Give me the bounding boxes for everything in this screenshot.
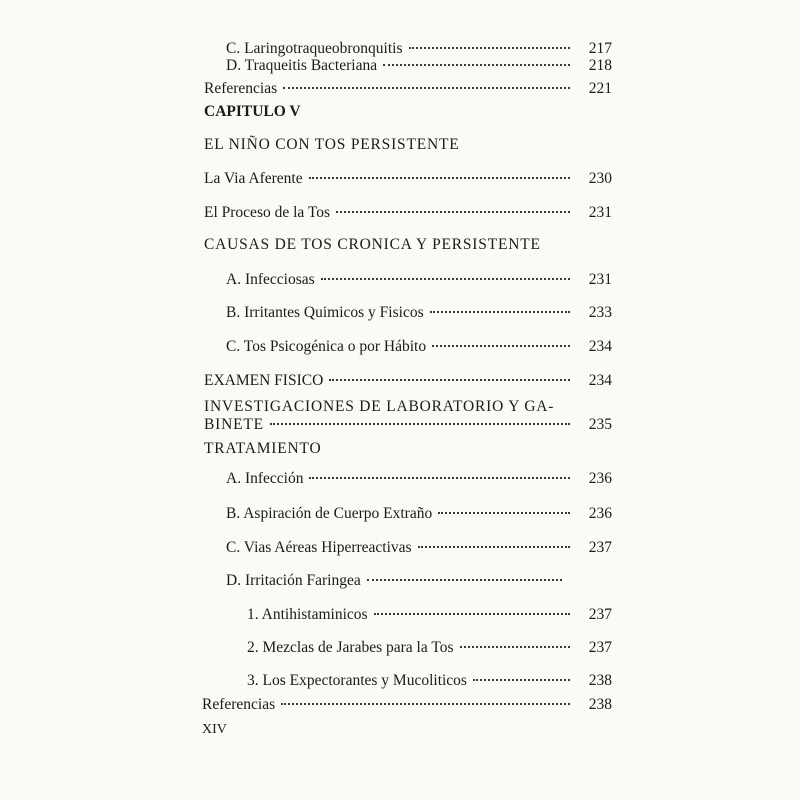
toc-entry-irritantes [226, 304, 612, 322]
toc-entry-title: C. Vias Aéreas Hiperreactivas [226, 539, 412, 556]
toc-entry-page: 238 [588, 672, 612, 689]
section-heading-causas: CAUSAS DE TOS CRONICA Y PERSISTENTE [204, 236, 541, 253]
dot-leader [309, 477, 570, 479]
dot-leader [281, 703, 570, 705]
toc-entry-vias-aereas [226, 539, 612, 557]
toc-entry-page: 236 [588, 505, 612, 522]
toc-entry-examen-fisico [204, 372, 612, 390]
toc-entry-page: 231 [588, 271, 612, 288]
toc-entry-aspiracion [226, 505, 612, 523]
toc-entry-title: A. Infecciosas [226, 271, 315, 288]
toc-entry-page: 233 [588, 304, 612, 321]
toc-entry-page: 218 [588, 57, 612, 74]
toc-entry-investigaciones [204, 416, 612, 434]
toc-entry-title: B. Irritantes Quimicos y Fisicos [226, 304, 424, 321]
toc-entry-antihistaminicos [247, 606, 612, 624]
toc-entry-title: A. Infección [226, 470, 304, 487]
section-heading-tratamiento: TRATAMIENTO [204, 440, 322, 457]
toc-entry-page: 230 [588, 170, 612, 187]
toc-entry-mezclas-jarabes [247, 639, 612, 657]
toc-entry-page: 237 [588, 606, 612, 623]
dot-leader [432, 345, 570, 347]
toc-entry-page: 221 [588, 80, 612, 97]
toc-entry-traqueitis [226, 57, 612, 75]
dot-leader [270, 423, 570, 425]
toc-entry-title: B. Aspiración de Cuerpo Extraño [226, 505, 433, 522]
dot-leader [336, 211, 570, 213]
dot-leader [383, 64, 570, 66]
toc-entry-page: 234 [588, 338, 612, 355]
toc-entry-title: C. Laringotraqueobronquitis [226, 40, 403, 57]
dot-leader [321, 278, 570, 280]
dot-leader [374, 613, 570, 615]
chapter-label: CAPITULO V [204, 103, 301, 120]
toc-entry-page: 231 [588, 204, 612, 221]
dot-leader [283, 87, 570, 89]
toc-entry-title: 2. Mezclas de Jarabes para la Tos [247, 639, 454, 656]
toc-entry-page: 238 [588, 696, 612, 713]
toc-entry-page: 237 [588, 539, 612, 556]
dot-leader [409, 47, 571, 49]
toc-entry-psicogenica [226, 338, 612, 356]
toc-entry-title: 3. Los Expectorantes y Mucoliticos [247, 672, 467, 689]
toc-entry-page: 217 [588, 40, 612, 57]
chapter-title: EL NIÑO CON TOS PERSISTENTE [204, 136, 460, 153]
toc-entry-title: La Via Aferente [204, 170, 303, 187]
toc-entry-laringotraqueobronquitis [226, 40, 612, 58]
toc-entry-page: 234 [588, 372, 612, 389]
dot-leader [438, 512, 570, 514]
toc-entry-title: El Proceso de la Tos [204, 204, 331, 221]
dot-leader [309, 177, 570, 179]
toc-entry-infeccion [226, 470, 612, 488]
toc-entry-title: Referencias [202, 696, 276, 713]
toc-entry-title: D. Irritación Faringea [226, 572, 361, 589]
toc-entry-title: 1. Antihistaminicos [247, 606, 368, 623]
toc-entry-irritacion-faringea [226, 572, 562, 590]
toc-entry-expectorantes [247, 672, 612, 690]
toc-entry-title: EXAMEN FISICO [204, 372, 324, 389]
toc-entry-infecciosas [226, 271, 612, 289]
toc-entry-investigaciones-line1: INVESTIGACIONES DE LABORATORIO Y GA- [204, 398, 555, 415]
toc-entry-referencias-2 [202, 696, 612, 714]
toc-entry-via-aferente [204, 170, 612, 188]
dot-leader [473, 679, 570, 681]
dot-leader [367, 579, 562, 581]
dot-leader [460, 646, 570, 648]
toc-entry-title: C. Tos Psicogénica o por Hábito [226, 338, 427, 355]
toc-entry-page: 236 [588, 470, 612, 487]
toc-entry-title: BINETE [204, 416, 264, 433]
dot-leader [430, 311, 570, 313]
toc-entry-proceso-tos [204, 204, 612, 222]
toc-entry-title: D. Traqueitis Bacteriana [226, 57, 378, 74]
toc-entry-page: 235 [588, 416, 612, 433]
page-folio: XIV [202, 722, 227, 737]
dot-leader [329, 379, 570, 381]
toc-entry-title: Referencias [204, 80, 278, 97]
toc-entry-page: 237 [588, 639, 612, 656]
toc-entry-referencias-1 [204, 80, 612, 98]
dot-leader [418, 546, 570, 548]
